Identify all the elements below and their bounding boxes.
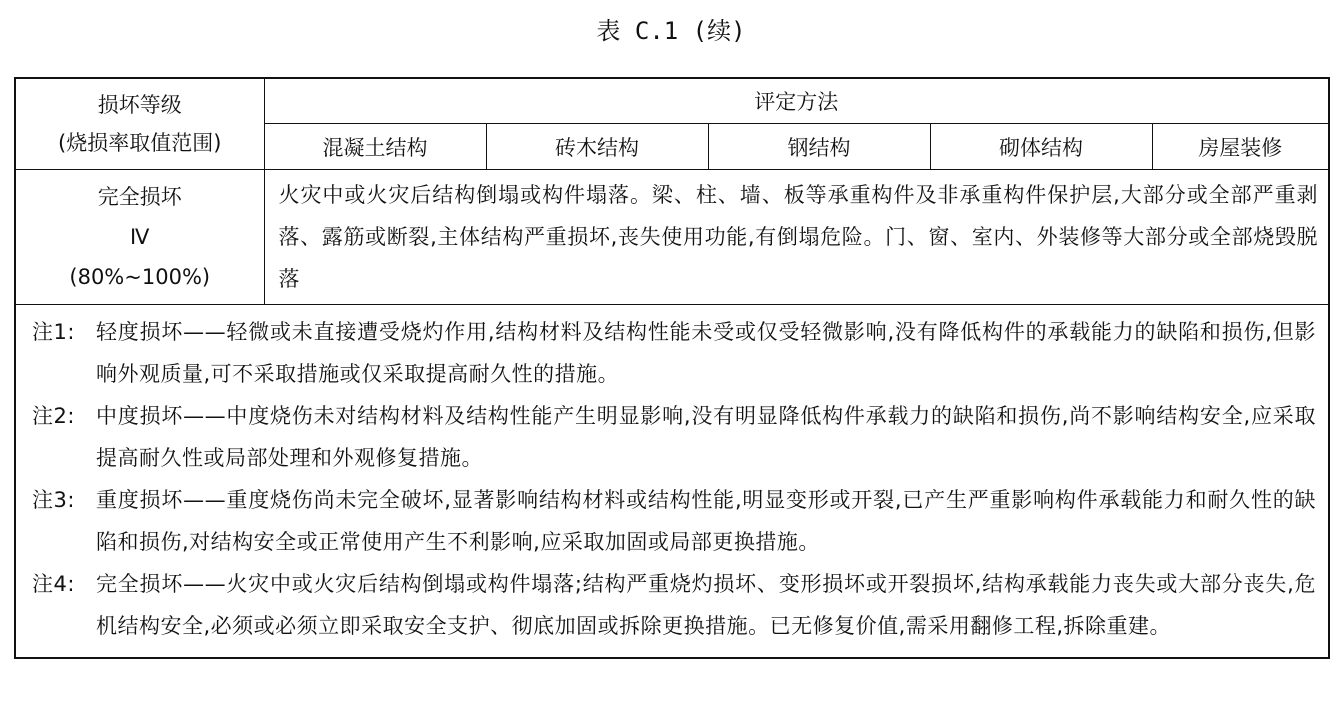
- header-damage-grade: [15, 78, 264, 170]
- subheader-masonry: 砌体结构: [930, 124, 1152, 170]
- subheader-steel: 钢结构: [708, 124, 930, 170]
- note-text: 完全损坏——火灾中或火灾后结构倒塌或构件塌落;结构严重烧灼损坏、变形损坏或开裂损坏,结构承载能力丧失或大部分丧失,危机结构安全,必须或必须立即采取安全支护、彻底加固或拆除更换措施。已无修复价值,需采用翻修工程,拆除重建。: [96, 572, 1317, 638]
- table-row: [15, 170, 1329, 305]
- grade-description: 火灾中或火灾后结构倒塌或构件塌落。梁、柱、墙、板等承重构件及非承重构件保护层,大部分或全部严重剥落、露筋或断裂,主体结构严重损坏,丧失使用功能,有倒塌危险。门、窗、室内、外装修等大部分或全部烧毁脱落: [264, 170, 1329, 305]
- note-text: 中度损坏——中度烧伤未对结构材料及结构性能产生明显影响,没有明显降低构件承载力的缺陷和损伤,尚不影响结构安全,应采取提高耐久性或局部处理和外观修复措施。: [96, 404, 1317, 470]
- grade-range: (80%~100%): [69, 265, 211, 289]
- subheader-brick-wood: 砖木结构: [486, 124, 708, 170]
- header-evaluation-method: 评定方法: [264, 78, 1329, 124]
- notes-cell: [15, 305, 1329, 659]
- note-label: 注4:: [32, 572, 75, 596]
- note-item: [32, 563, 1316, 647]
- note-text: 重度损坏——重度烧伤尚未完全破坏,显著影响结构材料或结构性能,明显变形或开裂,已产生严重影响构件承载能力和耐久性的缺陷和损伤,对结构安全或正常使用产生不利影响,应采取加固或局部更换措施。: [96, 488, 1317, 554]
- header-grade-range-label: (烧损率取值范围): [58, 131, 222, 155]
- notes-row: [15, 305, 1329, 659]
- subheader-decoration: 房屋装修: [1152, 124, 1329, 170]
- note-label: 注2:: [32, 404, 75, 428]
- header-grade-label: 损坏等级: [97, 93, 182, 117]
- note-item: [32, 395, 1316, 479]
- grade-level: Ⅳ: [130, 225, 150, 249]
- note-label: 注3:: [32, 488, 75, 512]
- note-label: 注1:: [32, 320, 75, 344]
- table-title: 表 C.1 (续): [596, 17, 746, 45]
- note-text: 轻度损坏——轻微或未直接遭受烧灼作用,结构材料及结构性能未受或仅受轻微影响,没有降低构件的承载能力的缺陷和损伤,但影响外观质量,可不采取措施或仅采取提高耐久性的措施。: [96, 320, 1317, 386]
- grade-cell: [15, 170, 264, 305]
- note-item: [32, 479, 1316, 563]
- damage-grade-table: [14, 77, 1330, 659]
- note-item: [32, 311, 1316, 395]
- subheader-concrete: 混凝土结构: [264, 124, 486, 170]
- grade-name: 完全损坏: [97, 185, 182, 209]
